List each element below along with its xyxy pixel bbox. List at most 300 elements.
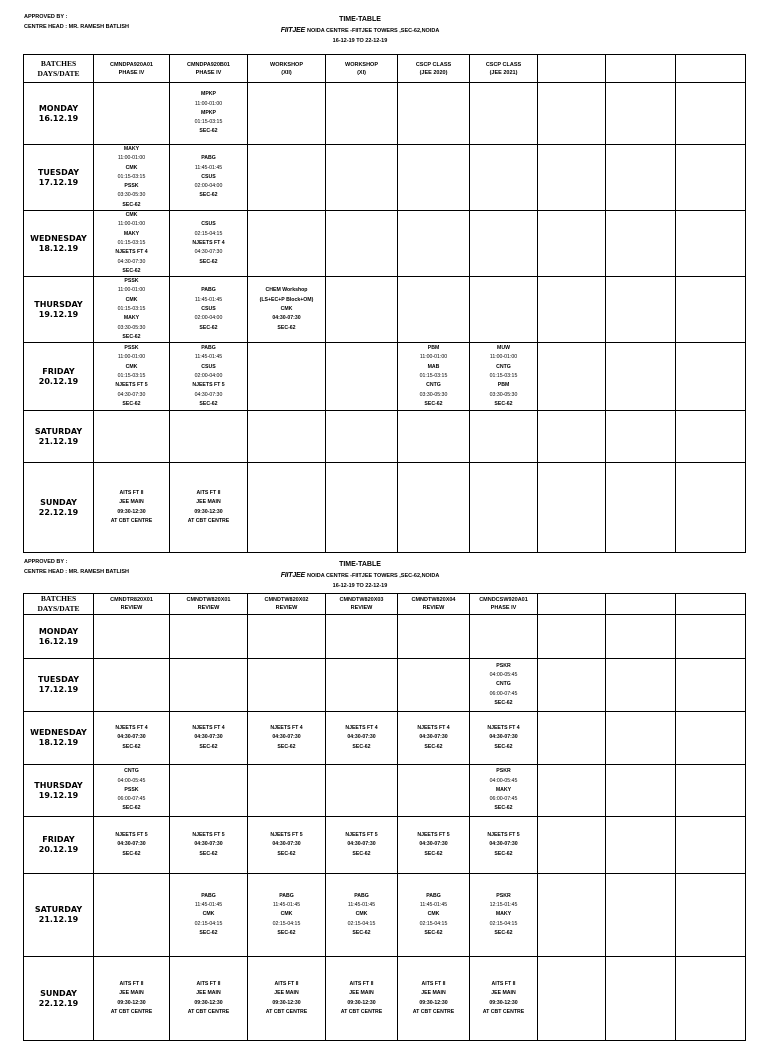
schedule-line: CSUS (201, 221, 216, 228)
schedule-line: SEC-62 (199, 400, 218, 407)
batch-phase: (JEE 2021) (489, 69, 518, 76)
schedule-line: SEC-62 (122, 333, 141, 340)
schedule-cell (538, 277, 606, 343)
schedule-cell (676, 277, 746, 343)
schedule-line: NJEETS FT 4 (192, 725, 225, 732)
batch-code: CMNDTW820X04 (411, 597, 456, 603)
batches-label: BATCHES (40, 594, 77, 603)
schedule-cell (326, 463, 398, 553)
schedule-line: SEC-62 (122, 743, 141, 750)
schedule-line: 02:15-04:15 (272, 920, 301, 927)
schedule-line: 04:30-07:30 (117, 734, 146, 741)
schedule-line: 09:30-12:30 (194, 999, 223, 1006)
schedule-line: CSUS (201, 173, 216, 180)
day-date-cell (24, 411, 94, 463)
schedule-cell (248, 817, 326, 874)
batch-column-header (398, 55, 470, 83)
day-date-cell (24, 957, 94, 1041)
schedule-line: 11:00-01:00 (489, 354, 518, 361)
schedule-line: PABG (201, 345, 216, 352)
schedule-cell (326, 765, 398, 817)
schedule-cell (470, 145, 538, 211)
batch-column-header (248, 55, 326, 83)
approval-block (24, 12, 129, 32)
schedule-line: 09:30-12:30 (272, 999, 301, 1006)
schedule-line: NJEETS FT 4 (115, 725, 148, 732)
schedule-line: MPKP (201, 91, 216, 98)
schedule-cell (398, 659, 470, 712)
schedule-cell (94, 817, 170, 874)
day-date: 16.12.19 (38, 113, 79, 123)
schedule-line: AITS FT II (119, 980, 144, 987)
schedule-line: 09:30-12:30 (347, 999, 376, 1006)
schedule-line: 09:30-12:30 (117, 508, 146, 515)
schedule-cell (326, 343, 398, 411)
schedule-cell (248, 615, 326, 659)
day-date-cell (24, 343, 94, 411)
schedule-line: NJEETS FT 4 (192, 239, 225, 246)
timetable-title: TIME-TABLE (339, 561, 381, 568)
schedule-line: 01:15-03:15 (117, 173, 146, 180)
schedule-cell (94, 615, 170, 659)
schedule-line: CNTG (496, 681, 511, 688)
batch-code: CMNDCSW920A01 (479, 597, 528, 603)
schedule-line: NJEETS FT 5 (487, 832, 520, 839)
schedule-cell (538, 83, 606, 145)
schedule-cell (170, 277, 248, 343)
schedule-line: 11:45-01:45 (419, 902, 448, 909)
day-date: 21.12.19 (38, 436, 79, 446)
schedule-line: JEE MAIN (421, 990, 446, 997)
schedule-cell (94, 277, 170, 343)
schedule-line: CMK (355, 911, 368, 918)
schedule-cell (470, 343, 538, 411)
schedule-line: SEC-62 (122, 850, 141, 857)
schedule-line: AT CBT CENTRE (187, 1008, 230, 1015)
schedule-line: SEC-62 (352, 850, 371, 857)
schedule-cell (94, 463, 170, 553)
schedule-line: SEC-62 (352, 929, 371, 936)
day-row-thursday (24, 277, 746, 343)
day-date: 16.12.19 (38, 636, 79, 646)
batches-days-header (24, 55, 94, 83)
schedule-cell (606, 957, 676, 1041)
schedule-cell (676, 463, 746, 553)
schedule-line: SEC-62 (494, 850, 513, 857)
day-name: SUNDAY (40, 988, 77, 998)
schedule-cell (94, 343, 170, 411)
schedule-cell (470, 659, 538, 712)
schedule-cell (398, 874, 470, 957)
timetable-header (250, 14, 470, 46)
batch-phase: (JEE 2020) (419, 69, 448, 76)
schedule-line: 04:30-07:30 (347, 734, 376, 741)
batch-column-header (170, 594, 248, 615)
schedule-line: AT CBT CENTRE (412, 1008, 455, 1015)
schedule-line: 04:00-05:45 (489, 777, 518, 784)
approved-by-label: APPROVED BY : (24, 559, 68, 565)
schedule-line: 09:30-12:30 (489, 999, 518, 1006)
schedule-cell (326, 817, 398, 874)
schedule-cell (398, 463, 470, 553)
schedule-line: NJEETS FT 5 (115, 832, 148, 839)
schedule-line: NJEETS FT 5 (192, 382, 225, 389)
schedule-line: SEC-62 (494, 699, 513, 706)
schedule-line: 01:15-03:15 (194, 119, 223, 126)
schedule-cell (538, 817, 606, 874)
batch-column-header (94, 594, 170, 615)
schedule-cell (538, 712, 606, 765)
schedule-line: 11:45-01:45 (347, 902, 376, 909)
schedule-line: CMK (427, 911, 440, 918)
schedule-line: 06:00-07:45 (117, 796, 146, 803)
schedule-line: CMK (280, 911, 293, 918)
schedule-cell (94, 874, 170, 957)
schedule-line: PBM (497, 382, 510, 389)
schedule-line: CMK (125, 363, 138, 370)
schedule-line: JEE MAIN (119, 990, 144, 997)
schedule-cell (470, 277, 538, 343)
schedule-cell (676, 83, 746, 145)
schedule-cell (398, 211, 470, 277)
batch-column-header (170, 55, 248, 83)
day-row-wednesday (24, 712, 746, 765)
schedule-cell (170, 659, 248, 712)
schedule-line: 04:30-07:30 (347, 841, 376, 848)
schedule-cell (170, 411, 248, 463)
day-row-saturday (24, 874, 746, 957)
schedule-line: 01:15-03:15 (117, 239, 146, 246)
schedule-line: AITS FT II (421, 980, 446, 987)
schedule-line: SEC-62 (277, 324, 296, 331)
schedule-line: PABG (201, 155, 216, 162)
schedule-line: AT CBT CENTRE (265, 1008, 308, 1015)
schedule-cell (606, 211, 676, 277)
schedule-line: 04:30-07:30 (272, 734, 301, 741)
schedule-line: NJEETS FT 4 (270, 725, 303, 732)
schedule-cell (676, 957, 746, 1041)
day-row-sunday (24, 463, 746, 553)
days-date-label: DAYS/DATE (37, 68, 80, 78)
schedule-line: CSUS (201, 306, 216, 313)
schedule-cell (398, 83, 470, 145)
schedule-line: 04:30-07:30 (194, 391, 223, 398)
schedule-line: 04:30-07:30 (272, 841, 301, 848)
schedule-cell (248, 874, 326, 957)
schedule-cell (94, 211, 170, 277)
schedule-cell (248, 277, 326, 343)
schedule-cell (676, 765, 746, 817)
schedule-cell (170, 83, 248, 145)
batch-phase: PHASE IV (490, 605, 517, 611)
schedule-cell (94, 83, 170, 145)
day-date: 20.12.19 (38, 845, 79, 854)
schedule-line: 11:45-01:45 (194, 164, 223, 171)
schedule-line: 02:00-04:00 (194, 183, 223, 190)
schedule-line: SEC-62 (277, 743, 296, 750)
schedule-cell (326, 712, 398, 765)
schedule-line: SEC-62 (424, 743, 443, 750)
schedule-cell (326, 211, 398, 277)
day-row-tuesday (24, 659, 746, 712)
schedule-line: NJEETS FT 4 (345, 725, 378, 732)
schedule-line: SEC-62 (199, 258, 218, 265)
schedule-cell (326, 615, 398, 659)
days-date-label: DAYS/DATE (37, 604, 80, 613)
schedule-line: SEC-62 (199, 324, 218, 331)
day-name: WEDNESDAY (30, 728, 87, 737)
schedule-cell (470, 411, 538, 463)
schedule-line: NJEETS FT 5 (115, 382, 148, 389)
schedule-line: PABG (279, 892, 294, 899)
schedule-line: MAKY (495, 911, 512, 918)
schedule-cell (676, 211, 746, 277)
day-date-cell (24, 817, 94, 874)
schedule-line: MPKP (201, 109, 216, 116)
schedule-line: PABG (354, 892, 369, 899)
schedule-line: 11:45-01:45 (272, 902, 301, 909)
schedule-line: 04:30-07:30 (489, 841, 518, 848)
schedule-line: SEC-62 (199, 192, 218, 199)
schedule-line: 01:15-03:15 (117, 306, 146, 313)
schedule-cell (606, 765, 676, 817)
day-date-cell (24, 765, 94, 817)
schedule-line: 11:00-01:00 (117, 354, 146, 361)
day-date: 18.12.19 (38, 738, 79, 747)
day-row-sunday (24, 957, 746, 1041)
schedule-line: SEC-62 (352, 743, 371, 750)
day-name: SATURDAY (34, 905, 83, 914)
timetable-header (250, 559, 470, 591)
schedule-line: CNTG (426, 382, 441, 389)
schedule-line: PABG (201, 892, 216, 899)
schedule-cell (470, 957, 538, 1041)
schedule-line: 04:30-07:30 (272, 315, 301, 322)
schedule-cell (398, 343, 470, 411)
schedule-cell (676, 659, 746, 712)
schedule-cell (676, 615, 746, 659)
schedule-line: PSSK (124, 183, 139, 190)
day-row-friday (24, 343, 746, 411)
schedule-cell (248, 343, 326, 411)
schedule-line: 03:30-05:30 (419, 391, 448, 398)
schedule-line: SEC-62 (122, 400, 141, 407)
schedule-cell (470, 211, 538, 277)
schedule-cell (398, 277, 470, 343)
schedule-line: NJEETS FT 5 (192, 832, 225, 839)
schedule-cell (94, 411, 170, 463)
batch-phase: PHASE IV (195, 69, 222, 76)
schedule-line: 04:30-07:30 (489, 734, 518, 741)
schedule-line: 11:45-01:45 (194, 902, 223, 909)
centre-address: NOIDA CENTRE -FIITJEE TOWERS ,SEC-62,NOIDA (306, 573, 440, 579)
schedule-line: 04:30-07:30 (419, 841, 448, 848)
schedule-line: SEC-62 (424, 929, 443, 936)
batch-column-header (676, 55, 746, 83)
schedule-cell (538, 765, 606, 817)
schedule-cell (606, 343, 676, 411)
date-range: 16-12-19 TO 22-12-19 (332, 583, 388, 589)
schedule-cell (248, 765, 326, 817)
schedule-cell (170, 874, 248, 957)
day-name: THURSDAY (34, 780, 83, 790)
schedule-line: MAKY (495, 786, 512, 793)
schedule-line: 03:30-05:30 (117, 192, 146, 199)
schedule-cell (606, 712, 676, 765)
batch-column-header (470, 55, 538, 83)
schedule-cell (470, 463, 538, 553)
date-range: 16-12-19 TO 22-12-19 (332, 38, 388, 44)
schedule-line: SEC-62 (494, 929, 513, 936)
schedule-line: NJEETS FT 4 (487, 725, 520, 732)
schedule-line: 04:30-07:30 (194, 841, 223, 848)
schedule-cell (398, 817, 470, 874)
schedule-line: (LS+EC+P Block+OM) (259, 296, 314, 303)
day-row-tuesday (24, 145, 746, 211)
schedule-cell (94, 957, 170, 1041)
schedule-line: 02:15-04:15 (419, 920, 448, 927)
schedule-line: CMK (280, 306, 293, 313)
day-name: WEDNESDAY (30, 233, 87, 243)
day-date: 22.12.19 (38, 998, 79, 1008)
schedule-line: JEE MAIN (274, 990, 299, 997)
batch-column-header (326, 594, 398, 615)
batch-phase: REVIEW (275, 605, 298, 611)
schedule-cell (470, 817, 538, 874)
schedule-line: JEE MAIN (119, 499, 144, 506)
day-date-cell (24, 277, 94, 343)
schedule-line: 06:00-07:45 (489, 796, 518, 803)
schedule-line: AT CBT CENTRE (110, 1008, 153, 1015)
schedule-cell (170, 211, 248, 277)
day-row-monday (24, 615, 746, 659)
schedule-line: 04:00-05:45 (117, 777, 146, 784)
batch-code: CMNDTW820X03 (339, 597, 384, 603)
schedule-cell (248, 83, 326, 145)
schedule-line: JEE MAIN (196, 990, 221, 997)
schedule-line: 04:30-07:30 (117, 391, 146, 398)
batch-column-header (538, 55, 606, 83)
batch-code: CMNDTW820X02 (264, 597, 309, 603)
timetable-title: TIME-TABLE (339, 16, 381, 23)
day-name: TUESDAY (37, 167, 80, 177)
day-date-cell (24, 211, 94, 277)
schedule-cell (248, 411, 326, 463)
schedule-cell (398, 615, 470, 659)
timetable-grid (23, 54, 746, 553)
batch-column-header (470, 594, 538, 615)
schedule-cell (326, 874, 398, 957)
schedule-line: 01:15-03:15 (419, 373, 448, 380)
schedule-line: AITS FT II (274, 980, 299, 987)
schedule-cell (606, 817, 676, 874)
batch-phase: REVIEW (197, 605, 220, 611)
schedule-cell (538, 957, 606, 1041)
day-name: THURSDAY (34, 299, 83, 309)
schedule-cell (248, 463, 326, 553)
schedule-line: AITS FT II (119, 490, 144, 497)
schedule-line: MAKY (123, 315, 140, 322)
schedule-cell (606, 277, 676, 343)
batch-code: CMNDTR820X01 (110, 597, 153, 603)
schedule-cell (470, 874, 538, 957)
schedule-line: 04:30-07:30 (194, 249, 223, 256)
schedule-line: NJEETS FT 5 (270, 832, 303, 839)
schedule-line: CNTG (496, 363, 511, 370)
day-date-cell (24, 463, 94, 553)
schedule-line: PABG (426, 892, 441, 899)
schedule-cell (606, 83, 676, 145)
schedule-cell (326, 277, 398, 343)
schedule-cell (606, 615, 676, 659)
schedule-cell (538, 659, 606, 712)
schedule-line: PBM (427, 345, 440, 352)
schedule-cell (606, 874, 676, 957)
day-date: 20.12.19 (38, 376, 79, 386)
schedule-cell (398, 145, 470, 211)
batch-column-header (676, 594, 746, 615)
day-date: 21.12.19 (38, 915, 79, 924)
schedule-cell (398, 765, 470, 817)
schedule-line: 03:30-05:30 (489, 391, 518, 398)
schedule-line: 11:00-01:00 (194, 100, 223, 107)
schedule-cell (170, 145, 248, 211)
schedule-line: PSKR (496, 662, 511, 669)
schedule-line: CMK (125, 212, 138, 219)
schedule-line: SEC-62 (424, 850, 443, 857)
batch-phase: REVIEW (422, 605, 445, 611)
schedule-line: SEC-62 (277, 850, 296, 857)
day-date: 22.12.19 (38, 507, 79, 517)
day-date: 17.12.19 (38, 685, 79, 694)
schedule-cell (170, 817, 248, 874)
batch-column-header (606, 594, 676, 615)
schedule-line: MAKY (123, 230, 140, 237)
day-name: FRIDAY (42, 835, 75, 844)
header-row (24, 55, 746, 83)
batch-code: CMNDPA920B01 (187, 61, 230, 68)
schedule-cell (248, 957, 326, 1041)
day-name: SATURDAY (34, 426, 83, 436)
schedule-cell (606, 463, 676, 553)
schedule-cell (170, 343, 248, 411)
schedule-line: PSSK (124, 278, 139, 285)
schedule-cell (538, 615, 606, 659)
schedule-cell (94, 145, 170, 211)
batch-code: WORKSHOP (345, 61, 378, 68)
batch-column-header (398, 594, 470, 615)
schedule-line: AITS FT II (196, 490, 221, 497)
schedule-line: AITS FT II (491, 980, 516, 987)
centre-address: NOIDA CENTRE -FIITJEE TOWERS ,SEC-62,NOIDA (306, 28, 440, 34)
schedule-cell (170, 615, 248, 659)
schedule-line: MAKY (123, 146, 140, 152)
schedule-cell (676, 874, 746, 957)
schedule-line: CSUS (201, 363, 216, 370)
schedule-line: 11:00-01:00 (117, 155, 146, 162)
schedule-line: AT CBT CENTRE (340, 1008, 383, 1015)
schedule-line: 02:15-04:15 (347, 920, 376, 927)
schedule-line: SEC-62 (424, 400, 443, 407)
schedule-line: 09:30-12:30 (194, 508, 223, 515)
schedule-cell (538, 463, 606, 553)
schedule-line: 02:15-04:15 (194, 920, 223, 927)
schedule-cell (676, 343, 746, 411)
day-name: TUESDAY (37, 675, 80, 684)
schedule-line: PSSK (124, 786, 139, 793)
day-date-cell (24, 615, 94, 659)
schedule-cell (94, 765, 170, 817)
